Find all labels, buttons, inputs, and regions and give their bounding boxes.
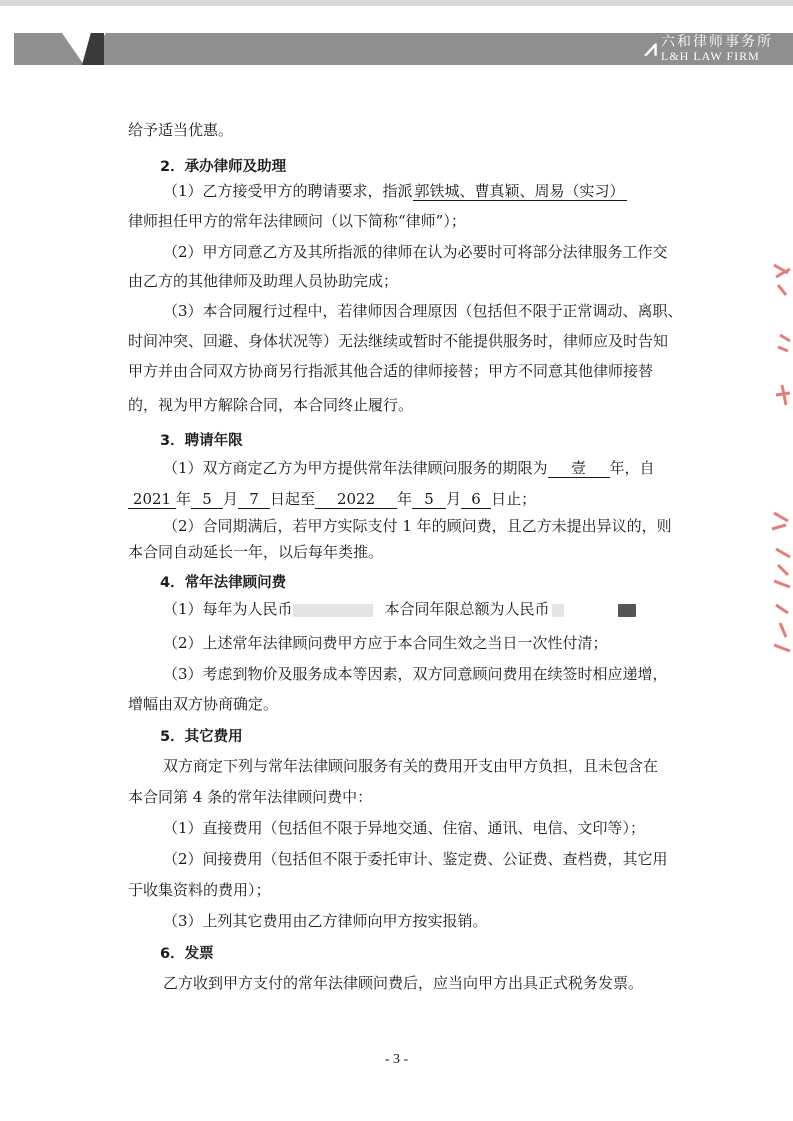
start-month: 5 (191, 490, 223, 509)
section-heading: 5．其它费用 (160, 729, 243, 745)
redacted-amount (293, 604, 373, 617)
paragraph-line: （1）乙方接受甲方的聘请要求，指派 郭铁城、曹真颖、周易（实习） (163, 182, 625, 200)
paragraph-line: （3）本合同履行过程中，若律师因合理原因（包括但不限于正常调动、离职、 (163, 302, 683, 320)
page-number: - 3 - (384, 1052, 409, 1067)
paragraph-line: （1）每年为人民币 本合同年限总额为人民币 (163, 598, 636, 619)
paragraph-line: 乙方收到甲方支付的常年法律顾问费后，应当向甲方出具正式税务发票。 (163, 974, 644, 992)
paragraph-line: （1）双方商定乙方为甲方提供常年法律顾问服务的期限为 壹 年，自 (163, 459, 655, 477)
firm-name-cn: 六和律师事务所 (661, 34, 773, 51)
start-year: 2021 (128, 490, 176, 509)
firm-logo (645, 35, 773, 63)
end-day: 6 (461, 490, 491, 509)
paragraph-line: 双方商定下列与常年法律顾问服务有关的费用开支由甲方负担，且未包含在 (163, 757, 659, 775)
seal-stamp-fragment (766, 505, 793, 665)
section-heading: 3．聘请年限 (160, 433, 243, 449)
paragraph-line: 时间冲突、回避、身体状况等）无法继续或暂时不能提供服务时，律师应及时告知 (128, 332, 669, 350)
paragraph-line: 甲方并由合同双方协商另行指派其他合适的律师接替；甲方不同意其他律师接替 (128, 362, 654, 380)
redacted-amount (552, 604, 564, 617)
start-day: 7 (238, 490, 270, 509)
section-heading: 6．发票 (160, 946, 214, 962)
scan-edge (0, 0, 793, 6)
section-heading: 2．承办律师及助理 (160, 159, 287, 175)
paragraph-line: 本合同自动延长一年，以后每年类推。 (128, 543, 384, 561)
paragraph-line: （2）合同期满后，若甲方实际支付 1 年的顾问费，且乙方未提出异议的，则 (163, 517, 672, 535)
paragraph-line: （3）考虑到物价及服务成本等因素，双方同意顾问费用在续签时相应递增， (163, 665, 668, 683)
assigned-lawyers: 郭铁城、曹真颖、周易（实习） (414, 182, 625, 200)
paragraph-line: （2）间接费用（包括但不限于委托审计、鉴定费、公证费、查档费，其它用 (163, 850, 668, 868)
firm-name-en: L&H LAW FIRM (661, 49, 760, 64)
paragraph-line: （3）上列其它费用由乙方律师向甲方按实报销。 (163, 912, 488, 930)
redacted-amount (618, 604, 636, 617)
paragraph-line: 2021 年 5 月 7 日起至 2022 年 5 月 6 日止； (128, 488, 536, 509)
paragraph-line: 本合同第 4 条的常年法律顾问费中： (128, 788, 373, 806)
paragraph-line: 于收集资料的费用）； (128, 881, 271, 899)
end-year: 2022 (315, 490, 397, 509)
term-years: 壹 (548, 459, 610, 478)
paragraph-line: 的，视为甲方解除合同，本合同终止履行。 (128, 396, 414, 414)
paragraph-line: 由乙方的其他律师及助理人员协助完成； (128, 272, 399, 290)
firm-logo-icon: ⩘ (644, 36, 657, 61)
paragraph-line: （2）上述常年法律顾问费甲方应于本合同生效之当日一次性付清； (163, 634, 608, 652)
paragraph-line: 增幅由双方协商确定。 (128, 695, 279, 713)
paragraph-line: 律师担任甲方的常年法律顾问（以下简称“律师”）； (128, 212, 466, 230)
paragraph-line: （2）甲方同意乙方及其所指派的律师在认为必要时可将部分法律服务工作交 (163, 243, 668, 261)
seal-stamp-fragment (766, 255, 793, 415)
section-heading: 4．常年法律顾问费 (160, 575, 287, 591)
paragraph-line: 给予适当优惠。 (128, 121, 234, 139)
end-month: 5 (412, 490, 446, 509)
paragraph-line: （1）直接费用（包括但不限于异地交通、住宿、通讯、电信、文印等）； (163, 819, 646, 837)
